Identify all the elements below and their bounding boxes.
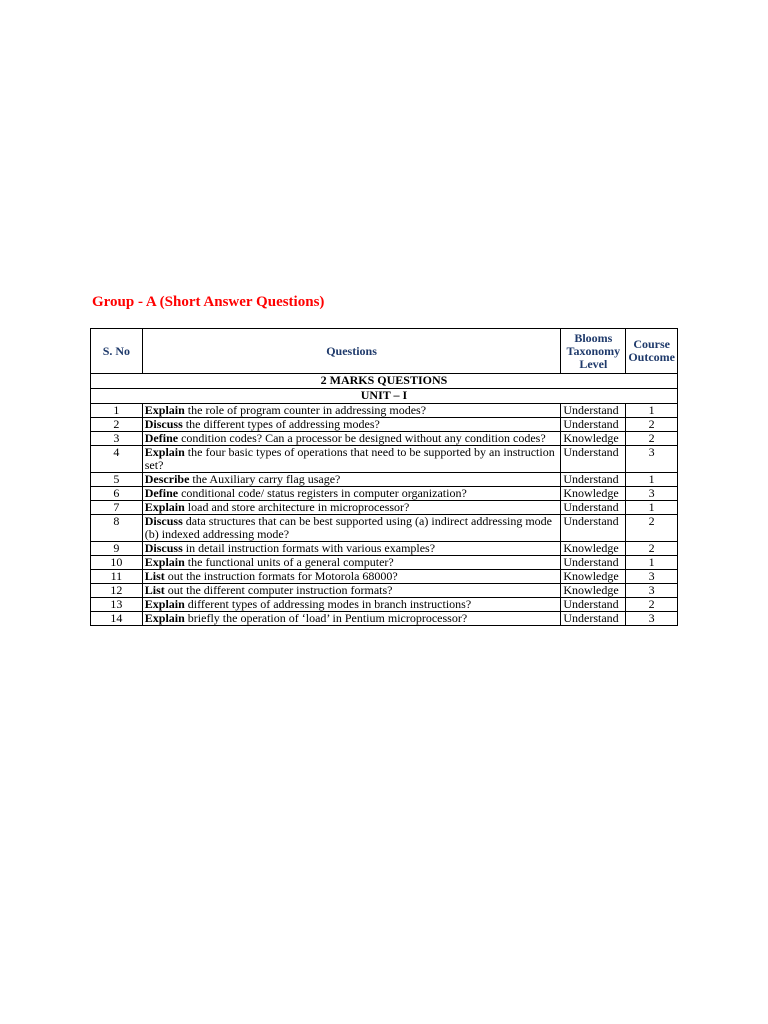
row-question bbox=[142, 556, 561, 570]
question-verb: Describe bbox=[144, 472, 190, 486]
row-course-outcome: 1 bbox=[626, 473, 678, 487]
question-verb: Explain bbox=[144, 555, 185, 569]
row-course-outcome: 1 bbox=[626, 501, 678, 515]
row-course-outcome: 2 bbox=[626, 542, 678, 556]
question-verb: Explain bbox=[144, 611, 185, 625]
row-question bbox=[142, 487, 561, 501]
question-text: briefly the operation of ‘load’ in Pentium microprocessor? bbox=[184, 611, 468, 625]
question-text: out the instruction formats for Motorola 68000? bbox=[164, 569, 398, 583]
unit-title: UNIT – I bbox=[91, 389, 678, 404]
question-verb: List bbox=[144, 583, 165, 597]
question-text: the Auxiliary carry flag usage? bbox=[189, 472, 341, 486]
row-course-outcome: 2 bbox=[626, 418, 678, 432]
row-sno: 5 bbox=[91, 473, 143, 487]
question-verb: Discuss bbox=[144, 514, 183, 528]
row-question bbox=[142, 473, 561, 487]
table-header-row bbox=[91, 329, 678, 374]
question-verb: Explain bbox=[144, 445, 185, 459]
row-question bbox=[142, 432, 561, 446]
row-blooms-level: Understand bbox=[561, 418, 626, 432]
header-sno: S. No bbox=[91, 329, 143, 374]
row-question bbox=[142, 446, 561, 473]
row-question bbox=[142, 418, 561, 432]
row-sno: 12 bbox=[91, 584, 143, 598]
row-sno: 2 bbox=[91, 418, 143, 432]
table-row bbox=[91, 542, 678, 556]
row-blooms-level: Knowledge bbox=[561, 584, 626, 598]
row-sno: 4 bbox=[91, 446, 143, 473]
row-sno: 1 bbox=[91, 404, 143, 418]
table-row bbox=[91, 556, 678, 570]
question-text: different types of addressing modes in branch instructions? bbox=[184, 597, 472, 611]
row-sno: 10 bbox=[91, 556, 143, 570]
row-blooms-level: Understand bbox=[561, 612, 626, 626]
row-sno: 3 bbox=[91, 432, 143, 446]
row-blooms-level: Understand bbox=[561, 598, 626, 612]
row-course-outcome: 3 bbox=[626, 570, 678, 584]
question-text: the different types of addressing modes? bbox=[182, 417, 380, 431]
row-question bbox=[142, 584, 561, 598]
row-question bbox=[142, 515, 561, 542]
table-row bbox=[91, 418, 678, 432]
question-verb: Define bbox=[144, 486, 179, 500]
table-row bbox=[91, 515, 678, 542]
section-title: 2 MARKS QUESTIONS bbox=[91, 374, 678, 389]
row-sno: 8 bbox=[91, 515, 143, 542]
question-text: the functional units of a general computer? bbox=[184, 555, 394, 569]
row-course-outcome: 2 bbox=[626, 432, 678, 446]
row-blooms-level: Understand bbox=[561, 446, 626, 473]
section-heading: Group - A (Short Answer Questions) bbox=[92, 294, 325, 310]
table-row bbox=[91, 446, 678, 473]
row-question bbox=[142, 542, 561, 556]
header-course-outcome: Course Outcome bbox=[626, 329, 678, 374]
question-text: the four basic types of operations that need to be supported by an instruction set? bbox=[144, 445, 555, 472]
row-course-outcome: 3 bbox=[626, 487, 678, 501]
row-course-outcome: 2 bbox=[626, 515, 678, 542]
question-text: condition codes? Can a processor be designed without any condition codes? bbox=[178, 431, 546, 445]
row-course-outcome: 3 bbox=[626, 584, 678, 598]
table-row bbox=[91, 501, 678, 515]
row-blooms-level: Knowledge bbox=[561, 542, 626, 556]
section-row bbox=[91, 374, 678, 389]
header-blooms-level: Blooms Taxonomy Level bbox=[561, 329, 626, 374]
row-blooms-level: Knowledge bbox=[561, 487, 626, 501]
table-row bbox=[91, 404, 678, 418]
row-blooms-level: Understand bbox=[561, 501, 626, 515]
table-row bbox=[91, 432, 678, 446]
row-course-outcome: 3 bbox=[626, 446, 678, 473]
row-sno: 9 bbox=[91, 542, 143, 556]
row-sno: 7 bbox=[91, 501, 143, 515]
row-question bbox=[142, 598, 561, 612]
row-course-outcome: 1 bbox=[626, 404, 678, 418]
row-sno: 6 bbox=[91, 487, 143, 501]
table-row bbox=[91, 487, 678, 501]
row-question bbox=[142, 612, 561, 626]
question-text: out the different computer instruction formats? bbox=[164, 583, 393, 597]
row-blooms-level: Knowledge bbox=[561, 570, 626, 584]
row-question bbox=[142, 404, 561, 418]
row-course-outcome: 1 bbox=[626, 556, 678, 570]
row-course-outcome: 3 bbox=[626, 612, 678, 626]
row-blooms-level: Understand bbox=[561, 404, 626, 418]
table-row bbox=[91, 598, 678, 612]
row-sno: 13 bbox=[91, 598, 143, 612]
row-blooms-level: Understand bbox=[561, 556, 626, 570]
question-verb: List bbox=[144, 569, 165, 583]
row-sno: 11 bbox=[91, 570, 143, 584]
row-course-outcome: 2 bbox=[626, 598, 678, 612]
question-verb: Define bbox=[144, 431, 179, 445]
question-text: the role of program counter in addressing modes? bbox=[184, 403, 427, 417]
table-row bbox=[91, 473, 678, 487]
header-questions: Questions bbox=[142, 329, 561, 374]
question-text: in detail instruction formats with various examples? bbox=[182, 541, 436, 555]
question-text: conditional code/ status registers in computer organization? bbox=[178, 486, 467, 500]
row-blooms-level: Knowledge bbox=[561, 432, 626, 446]
table-row bbox=[91, 612, 678, 626]
table-row bbox=[91, 584, 678, 598]
question-text: load and store architecture in microprocessor? bbox=[184, 500, 410, 514]
table-row bbox=[91, 570, 678, 584]
unit-row bbox=[91, 389, 678, 404]
row-blooms-level: Understand bbox=[561, 473, 626, 487]
row-blooms-level: Understand bbox=[561, 515, 626, 542]
question-verb: Explain bbox=[144, 500, 185, 514]
row-question bbox=[142, 501, 561, 515]
row-sno: 14 bbox=[91, 612, 143, 626]
question-verb: Discuss bbox=[144, 541, 183, 555]
question-verb: Discuss bbox=[144, 417, 183, 431]
question-verb: Explain bbox=[144, 597, 185, 611]
row-question bbox=[142, 570, 561, 584]
question-text: data structures that can be best supported using (a) indirect addressing mode (b) indexed addressing mode? bbox=[144, 514, 553, 541]
question-verb: Explain bbox=[144, 403, 185, 417]
questions-table bbox=[90, 328, 678, 626]
